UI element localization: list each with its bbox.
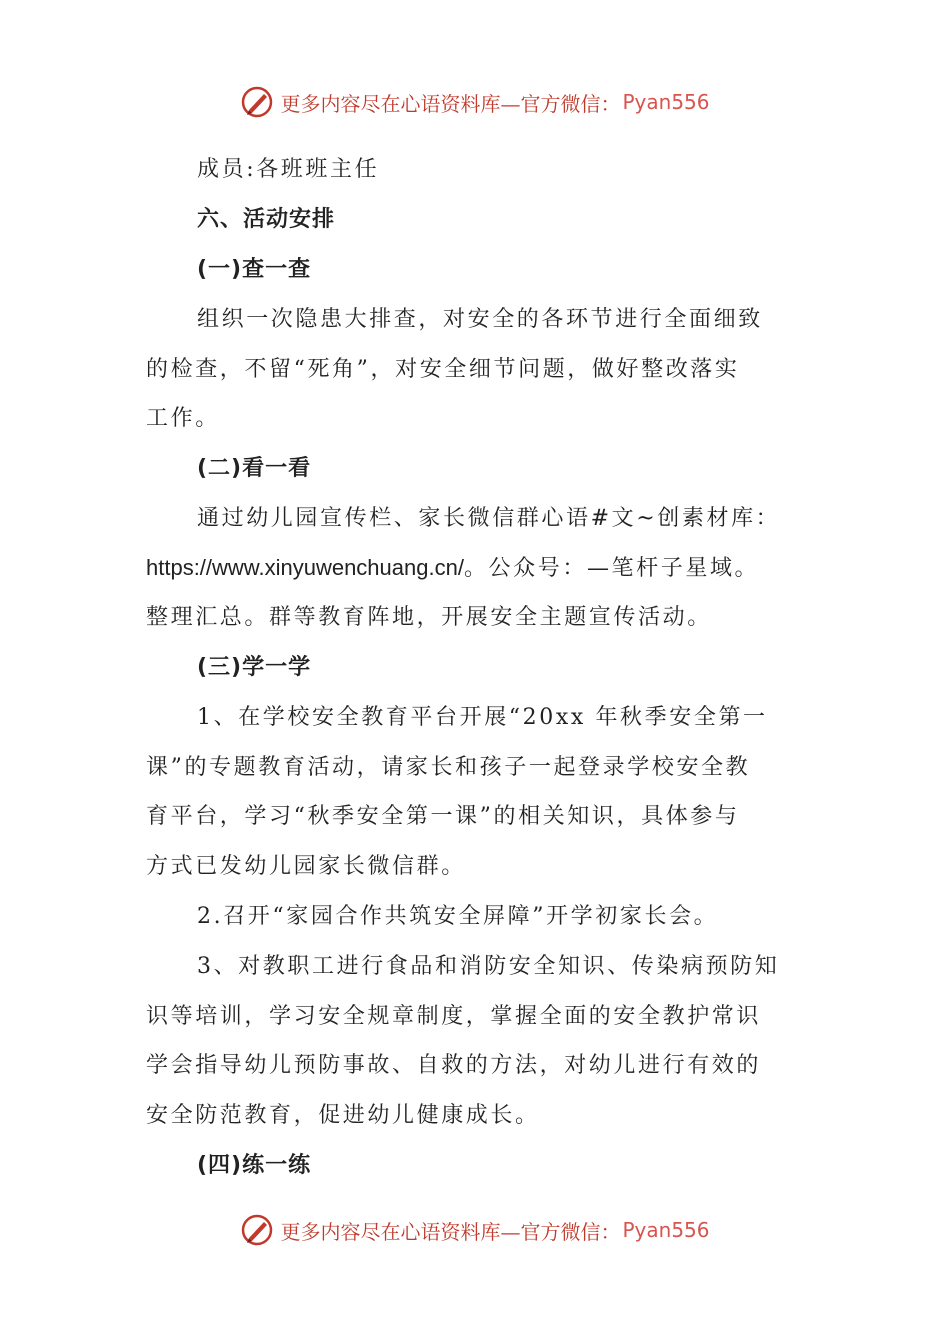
paragraph-line: 方式已发幼儿园家长微信群。 xyxy=(146,854,466,879)
header-banner xyxy=(0,82,950,122)
section-heading: 六、活动安排 xyxy=(197,207,336,232)
paragraph-line: 育平台，学习“秋季安全第一课”的相关知识，具体参与 xyxy=(146,804,740,829)
footer-banner xyxy=(0,1210,950,1250)
paragraph-line: 通过幼儿园宣传栏、家长微信群心语#文~创素材库： xyxy=(197,506,781,531)
url-text: https://www.xinyuwenchuang.cn/ xyxy=(146,555,464,580)
subsection-heading: (一)查一查 xyxy=(197,257,312,282)
paragraph-line: 课”的专题教育活动，请家长和孩子一起登录学校安全教 xyxy=(146,755,751,780)
banner-wechat-id: Pyan556 xyxy=(622,90,710,114)
banner-text: 更多内容尽在心语资料库—官方微信： xyxy=(280,91,621,116)
paragraph-line: 3、对教职工进行食品和消防安全知识、传染病预防知 xyxy=(197,954,780,979)
paragraph-line: 2.召开“家园合作共筑安全屏障”开学初家长会。 xyxy=(197,904,719,929)
banner-wechat-id: Pyan556 xyxy=(622,1218,710,1242)
paragraph-line: 安全防范教育，促进幼儿健康成长。 xyxy=(146,1103,540,1128)
paragraph-line: 工作。 xyxy=(146,406,220,431)
paragraph-line: 学会指导幼儿预防事故、自救的方法，对幼儿进行有效的 xyxy=(146,1053,762,1078)
members-line: 成员:各班班主任 xyxy=(197,157,380,182)
paragraph-line xyxy=(146,548,816,588)
paragraph-line: 组织一次隐患大排查，对安全的各环节进行全面细致 xyxy=(197,307,763,332)
pen-logo-icon xyxy=(240,85,274,119)
subsection-heading: (三)学一学 xyxy=(197,655,312,680)
paragraph-line: 整理汇总。群等教育阵地，开展安全主题宣传活动。 xyxy=(146,605,712,630)
paragraph-line: 识等培训，学习安全规章制度，掌握全面的安全教护常识 xyxy=(146,1004,762,1029)
banner-text: 更多内容尽在心语资料库—官方微信： xyxy=(280,1219,621,1244)
paragraph-text: 。公众号：—笔杆子星域。 xyxy=(463,556,760,581)
pen-logo-icon xyxy=(240,1213,274,1247)
paragraph-line: 1、在学校安全教育平台开展“20xx 年秋季安全第一 xyxy=(197,705,768,730)
paragraph-line: 的检查，不留“死角”，对安全细节问题，做好整改落实 xyxy=(146,357,740,382)
subsection-heading: (四)练一练 xyxy=(197,1153,312,1178)
subsection-heading: (二)看一看 xyxy=(197,456,312,481)
